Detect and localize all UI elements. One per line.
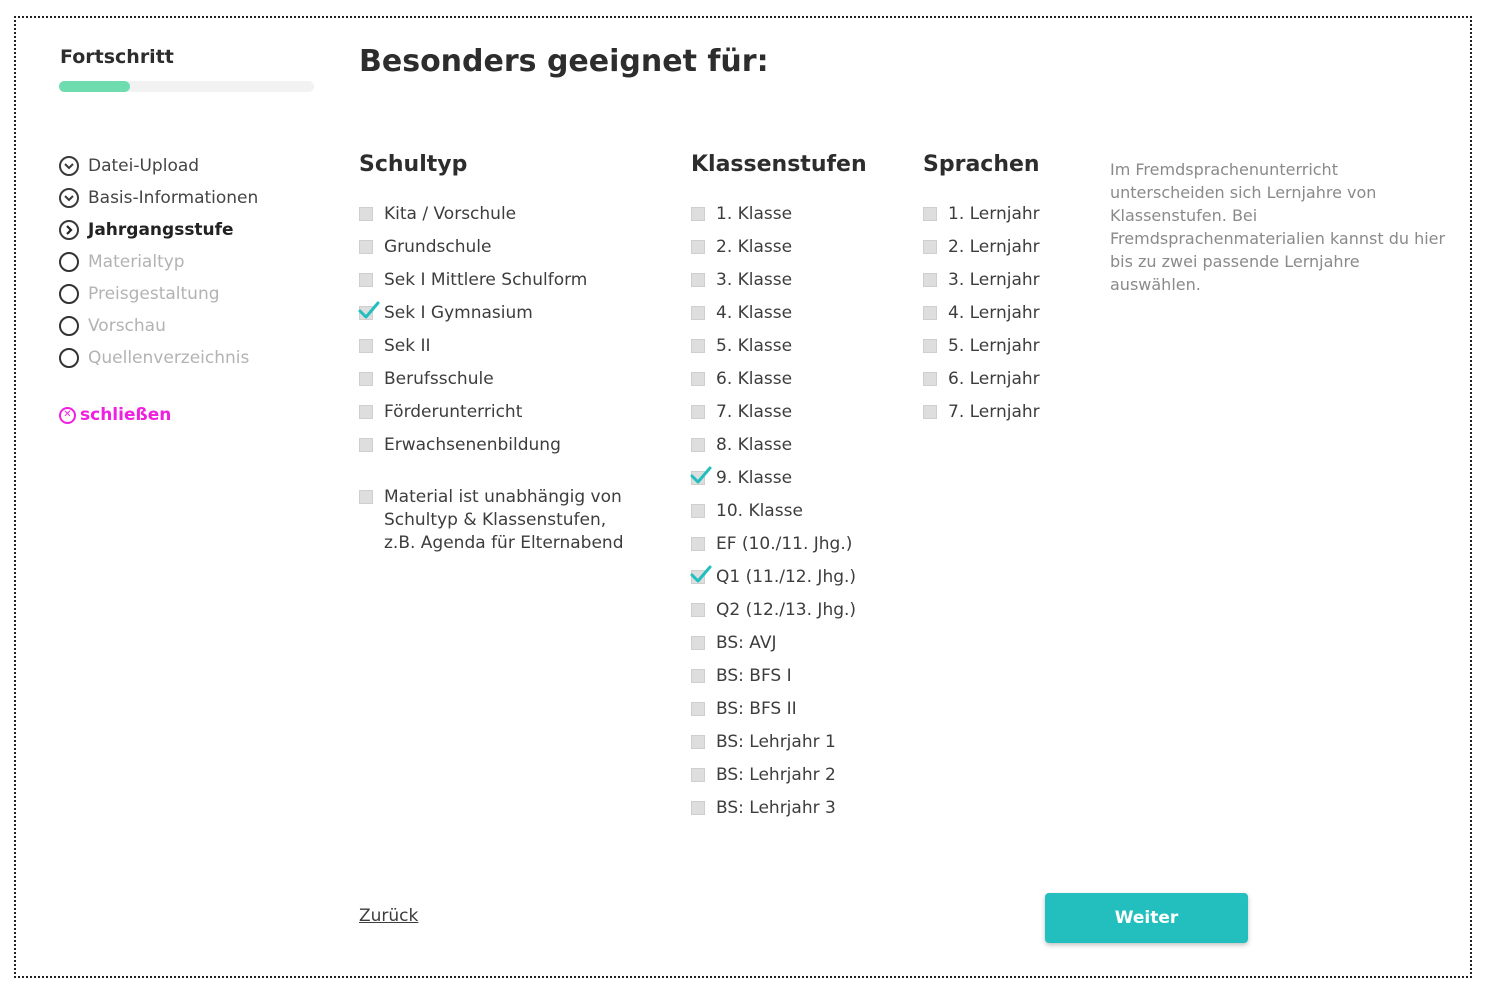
checkbox[interactable] (359, 405, 373, 419)
step-label: Preisgestaltung (88, 284, 220, 304)
checkbox[interactable] (691, 306, 705, 320)
option-label: Material ist unabhängig von Schultyp & Klassenstufen, z.B. Agenda für Elternabend (384, 487, 624, 553)
klassenstufe-option[interactable] (691, 758, 867, 791)
checkbox[interactable] (691, 801, 705, 815)
empty-circle-icon (59, 316, 79, 336)
option-label: Sek II (384, 335, 431, 356)
option-label: 1. Klasse (716, 203, 793, 224)
klassenstufe-option[interactable] (691, 527, 867, 560)
checkbox[interactable] (691, 735, 705, 749)
checkbox[interactable] (691, 603, 705, 617)
option-label: 4. Klasse (716, 302, 793, 323)
klassenstufe-option[interactable] (691, 329, 867, 362)
checkbox[interactable] (691, 207, 705, 221)
sprachen-column (923, 152, 1040, 428)
language-hint: Im Fremdsprachenunterricht unterscheiden sich Lernjahre von Klassenstufen. Bei Fremdsprachenmaterialien kannst du hier bis zu zwei passende Lernjahre auswählen. (1110, 160, 1446, 294)
checkbox[interactable] (691, 570, 705, 584)
option-label: Kita / Vorschule (384, 203, 517, 224)
step-label: Jahrgangsstufe (88, 220, 234, 240)
progress-bar (59, 81, 314, 92)
checkbox[interactable] (691, 504, 705, 518)
option-label: 3. Klasse (716, 269, 793, 290)
option-label: Q2 (12./13. Jhg.) (716, 599, 857, 620)
option-label: BS: Lehrjahr 1 (716, 731, 836, 752)
klassenstufe-option[interactable] (691, 362, 867, 395)
schultyp-option[interactable] (359, 329, 634, 362)
klassenstufe-option[interactable] (691, 593, 867, 626)
checkbox[interactable] (359, 273, 373, 287)
checkbox[interactable] (359, 207, 373, 221)
checkbox[interactable] (691, 339, 705, 353)
step-label: Basis-Informationen (88, 188, 259, 208)
checkbox[interactable] (923, 339, 937, 353)
checkbox[interactable] (359, 490, 373, 504)
klassenstufen-column (691, 152, 867, 824)
step-item[interactable] (59, 182, 258, 214)
schultyp-column (359, 152, 634, 555)
klassenstufe-option[interactable] (691, 428, 867, 461)
step-label: Quellenverzeichnis (88, 348, 250, 368)
klassenstufe-option[interactable] (691, 263, 867, 296)
option-label: Erwachsenenbildung (384, 434, 561, 455)
lernjahr-option[interactable] (923, 362, 1040, 395)
option-label: 6. Lernjahr (948, 368, 1040, 389)
step-label: Materialtyp (88, 252, 185, 272)
option-label: BS: BFS II (716, 698, 797, 719)
close-button[interactable] (59, 405, 171, 425)
step-item (59, 342, 258, 374)
checkbox[interactable] (359, 240, 373, 254)
klassenstufe-option[interactable] (691, 626, 867, 659)
klassenstufe-option[interactable] (691, 296, 867, 329)
lernjahr-option[interactable] (923, 263, 1040, 296)
klassenstufe-option[interactable] (691, 560, 867, 593)
option-label: 3. Lernjahr (948, 269, 1040, 290)
option-label: Sek I Gymnasium (384, 302, 533, 323)
progress-bar-fill (59, 81, 130, 92)
klassenstufe-option[interactable] (691, 395, 867, 428)
checkmark-icon (690, 565, 712, 585)
checkbox[interactable] (359, 372, 373, 386)
klassenstufe-option[interactable] (691, 659, 867, 692)
step-list (59, 150, 258, 374)
checkbox[interactable] (691, 702, 705, 716)
empty-circle-icon (59, 284, 79, 304)
checkbox[interactable] (691, 636, 705, 650)
lernjahr-option[interactable] (923, 296, 1040, 329)
option-label: 1. Lernjahr (948, 203, 1040, 224)
option-label: 9. Klasse (716, 467, 793, 488)
schultyp-option[interactable] (359, 197, 634, 230)
option-label: 2. Klasse (716, 236, 793, 257)
independent-option[interactable] (359, 486, 634, 555)
checkbox[interactable] (923, 240, 937, 254)
option-label: 5. Klasse (716, 335, 793, 356)
checkbox[interactable] (691, 768, 705, 782)
step-item (59, 246, 258, 278)
chevron-down-circle-icon (59, 156, 79, 176)
option-label: 2. Lernjahr (948, 236, 1040, 257)
checkbox[interactable] (359, 339, 373, 353)
klassenstufe-option[interactable] (691, 461, 867, 494)
option-label: Sek I Mittlere Schulform (384, 269, 588, 290)
checkbox[interactable] (691, 372, 705, 386)
sprachen-heading: Sprachen (923, 152, 1040, 177)
schultyp-option[interactable] (359, 395, 634, 428)
checkbox[interactable] (359, 438, 373, 452)
lernjahr-option[interactable] (923, 329, 1040, 362)
option-label: 10. Klasse (716, 500, 803, 521)
klassenstufe-option[interactable] (691, 494, 867, 527)
option-label: 4. Lernjahr (948, 302, 1040, 323)
checkmark-icon (690, 466, 712, 486)
checkbox[interactable] (923, 405, 937, 419)
checkmark-icon (358, 301, 380, 321)
schultyp-option[interactable] (359, 362, 634, 395)
option-label: Q1 (11./12. Jhg.) (716, 566, 857, 587)
chevron-right-circle-icon (59, 220, 79, 240)
checkbox[interactable] (691, 471, 705, 485)
checkbox[interactable] (923, 207, 937, 221)
klassenstufe-option[interactable] (691, 197, 867, 230)
checkbox[interactable] (923, 306, 937, 320)
schultyp-option[interactable] (359, 428, 634, 461)
checkbox[interactable] (691, 438, 705, 452)
klassenstufe-option[interactable] (691, 791, 867, 824)
option-label: 5. Lernjahr (948, 335, 1040, 356)
schultyp-heading: Schultyp (359, 152, 468, 177)
option-label: Grundschule (384, 236, 492, 257)
option-label: 8. Klasse (716, 434, 793, 455)
checkbox[interactable] (691, 537, 705, 551)
checkbox[interactable] (359, 306, 373, 320)
klassenstufe-option[interactable] (691, 692, 867, 725)
checkbox[interactable] (691, 669, 705, 683)
checkbox[interactable] (691, 240, 705, 254)
schultyp-option[interactable] (359, 296, 634, 329)
option-label: BS: Lehrjahr 2 (716, 764, 836, 785)
lernjahr-option[interactable] (923, 197, 1040, 230)
step-item[interactable] (59, 150, 258, 182)
checkbox[interactable] (691, 405, 705, 419)
checkbox[interactable] (923, 273, 937, 287)
option-label: Berufsschule (384, 368, 494, 389)
sprachen-options (923, 197, 1040, 428)
next-button[interactable]: Weiter (1045, 893, 1248, 943)
schultyp-options (359, 197, 634, 461)
klassenstufen-heading: Klassenstufen (691, 152, 867, 177)
step-label: Datei-Upload (88, 156, 200, 176)
chevron-down-circle-icon (59, 188, 79, 208)
klassenstufe-option[interactable] (691, 725, 867, 758)
empty-circle-icon (59, 252, 79, 272)
option-label: BS: AVJ (716, 632, 777, 653)
option-label: BS: Lehrjahr 3 (716, 797, 836, 818)
close-label: schließen (80, 405, 172, 425)
checkbox[interactable] (923, 372, 937, 386)
option-label: 6. Klasse (716, 368, 793, 389)
schultyp-option[interactable] (359, 263, 634, 296)
progress-title: Fortschritt (60, 46, 174, 68)
empty-circle-icon (59, 348, 79, 368)
option-label: Förderunterricht (384, 401, 523, 422)
klassenstufe-option[interactable] (691, 230, 867, 263)
option-label: EF (10./11. Jhg.) (716, 533, 853, 554)
step-item (59, 310, 258, 342)
close-circle-icon: ✕ (59, 407, 76, 424)
option-label: BS: BFS I (716, 665, 792, 686)
step-label: Vorschau (88, 316, 166, 336)
klassenstufen-options (691, 197, 867, 824)
step-item[interactable] (59, 214, 258, 246)
checkbox[interactable] (691, 273, 705, 287)
option-label: 7. Lernjahr (948, 401, 1040, 422)
step-item (59, 278, 258, 310)
lernjahr-option[interactable] (923, 230, 1040, 263)
lernjahr-option[interactable] (923, 395, 1040, 428)
option-label: 7. Klasse (716, 401, 793, 422)
page-title: Besonders geeignet für: (359, 44, 769, 79)
schultyp-option[interactable] (359, 230, 634, 263)
back-link[interactable]: Zurück (359, 906, 419, 926)
